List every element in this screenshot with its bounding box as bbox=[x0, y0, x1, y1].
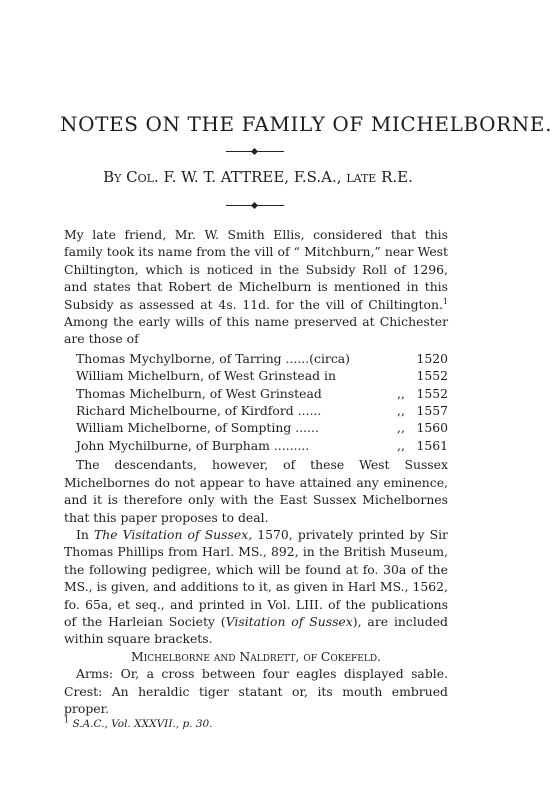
paragraph-descendants: The descendants, however, of these West Sussex Michelbornes do not appear to have attained any eminence, and it is therefore only with the East Sussex Michelbornes that this paper proposes to deal. bbox=[64, 457, 448, 525]
will-entry: Thomas Mychylborne, of Tarring ......(circa) 1520 bbox=[76, 350, 448, 366]
will-entry: William Michelburn, of West Grinstead in 1552 bbox=[76, 368, 448, 384]
byline-by: By bbox=[103, 168, 122, 186]
byline-rank: Col. bbox=[126, 168, 159, 186]
article-title: NOTES ON THE FAMILY OF MICHELBORNE. bbox=[60, 112, 552, 136]
will-entry: Thomas Michelburn, of West Grinstead ,, 1552 bbox=[76, 385, 448, 401]
ornamental-rule bbox=[226, 151, 284, 152]
ornamental-rule-2 bbox=[226, 205, 284, 206]
will-entry: John Mychilburne, of Burpham ......... ,, 1561 bbox=[76, 437, 448, 453]
paragraph-arms: Arms: Or, a cross between four eagles displayed sable. Crest: An heraldic tiger statant or, its mouth embrued proper. bbox=[64, 666, 448, 716]
section-heading: Michelborne and Naldrett, of Cokefeld. bbox=[131, 648, 381, 664]
wills-list bbox=[76, 350, 448, 454]
paragraph-visitation: In The Visitation of Sussex, 1570, privately printed by Sir Thomas Phillips from Harl. MS., 892, in the British Museum, the following pedigree, which will be found at fo. 30a of the MS., is given, and additions to it, as given in Harl MS., 1562, fo. 65a, et seq., and printed in Vol. LIII. of the publications of the Harleian Society (Visitation of Sussex), are included within square brackets. bbox=[64, 526, 448, 647]
article-body bbox=[64, 226, 448, 731]
footnote: $^1$ S.A.C., Vol. XXXVII., p. 30. bbox=[64, 715, 213, 731]
footnote-ref: 1 bbox=[442, 296, 448, 306]
byline-suffix: R.E. bbox=[381, 168, 413, 186]
byline-late: late bbox=[346, 168, 377, 186]
byline-author: F. W. T. ATTREE, F.S.A., bbox=[163, 168, 342, 186]
author-byline bbox=[68, 168, 448, 186]
will-entry: William Michelborne, of Sompting ...... ,, 1560 bbox=[76, 420, 448, 436]
will-entry: Richard Michelbourne, of Kirdford ...... ,, 1557 bbox=[76, 403, 448, 419]
paragraph-intro: My late friend, Mr. W. Smith Ellis, considered that this family took its name from the vill of “ Mitchburn,” near West Chiltington, which is noticed in the Subsidy Roll of 1296, and states that Robert de Michelburn is mentioned in this Subsidy as assessed at 4s. 11d. for the vill of Chiltington.$^1$ Among the early wills of this name preserved at Chichester are those of bbox=[64, 227, 448, 347]
